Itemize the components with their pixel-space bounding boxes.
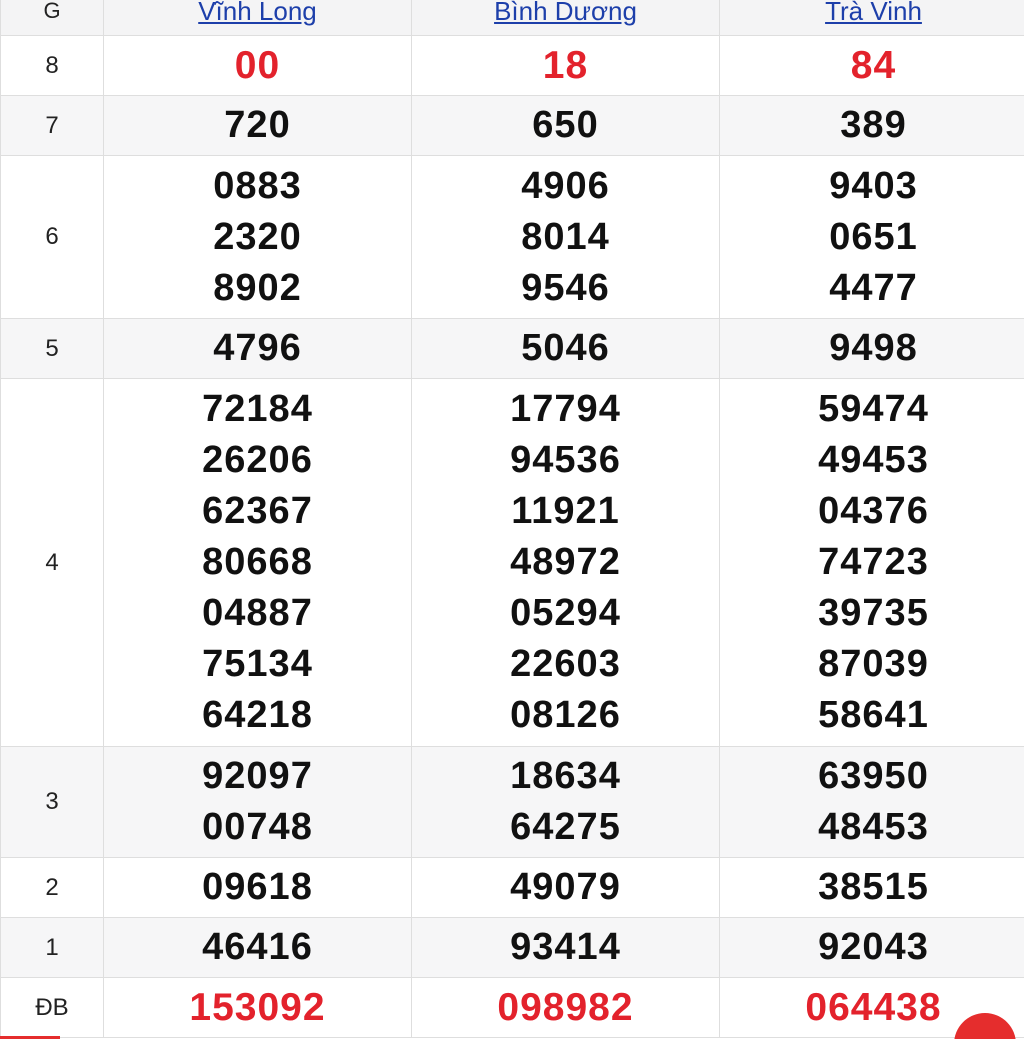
table-row xyxy=(1,96,1024,156)
result-number: 05294 xyxy=(510,592,621,634)
result-number: 650 xyxy=(532,104,599,146)
result-number: 87039 xyxy=(818,643,929,685)
result-number: 0883 xyxy=(213,164,302,207)
result-cell xyxy=(104,319,412,379)
result-number: 09618 xyxy=(202,866,313,908)
result-number: 63950 xyxy=(818,755,929,797)
result-cell xyxy=(104,918,412,978)
result-number: 08126 xyxy=(510,694,621,736)
result-number: 8014 xyxy=(521,215,610,258)
result-number: 94536 xyxy=(510,439,621,481)
result-cell xyxy=(412,918,720,978)
result-number: 4906 xyxy=(521,164,610,207)
result-number: 64275 xyxy=(510,806,621,848)
result-number: 38515 xyxy=(818,866,929,908)
result-cell xyxy=(720,918,1024,978)
table-row xyxy=(1,156,1024,319)
result-number: 80668 xyxy=(202,541,313,583)
result-number: 18 xyxy=(542,44,589,87)
result-number: 22603 xyxy=(510,643,621,685)
result-number: 18634 xyxy=(510,755,621,797)
result-number: 74723 xyxy=(818,541,929,583)
result-cell xyxy=(104,96,412,156)
result-cell xyxy=(412,319,720,379)
prize-label: 7 xyxy=(1,96,104,156)
result-number: 92043 xyxy=(818,926,929,968)
result-cell xyxy=(412,747,720,858)
table-row xyxy=(1,379,1024,747)
result-cell xyxy=(720,747,1024,858)
table-row xyxy=(1,36,1024,96)
result-number: 389 xyxy=(840,104,907,146)
result-cell xyxy=(720,96,1024,156)
result-number: 48453 xyxy=(818,806,929,848)
result-number: 48972 xyxy=(510,541,621,583)
result-number: 04376 xyxy=(818,490,929,532)
result-number: 0651 xyxy=(829,215,918,258)
prize-label: ĐB xyxy=(1,978,104,1038)
result-number: 4796 xyxy=(213,327,302,369)
result-number: 49079 xyxy=(510,866,621,908)
result-number: 00748 xyxy=(202,806,313,848)
result-cell xyxy=(720,156,1024,319)
prize-label: 6 xyxy=(1,156,104,319)
result-cell xyxy=(720,319,1024,379)
prize-label: 8 xyxy=(1,36,104,96)
result-number: 11921 xyxy=(511,490,620,532)
table-row xyxy=(1,319,1024,379)
result-number: 5046 xyxy=(521,327,610,369)
province-link-binh-duong[interactable]: Bình Dương xyxy=(494,0,637,26)
prize-column-header: G xyxy=(1,0,104,36)
result-number: 26206 xyxy=(202,439,313,481)
prize-label: 5 xyxy=(1,319,104,379)
table-row xyxy=(1,918,1024,978)
result-number: 4477 xyxy=(829,266,918,309)
result-number: 49453 xyxy=(818,439,929,481)
result-number: 72184 xyxy=(202,388,313,430)
result-cell xyxy=(104,36,412,96)
table-row xyxy=(1,858,1024,918)
result-cell xyxy=(412,858,720,918)
prize-label: 3 xyxy=(1,747,104,858)
result-number: 9546 xyxy=(521,266,610,309)
result-number: 2320 xyxy=(213,215,302,258)
province-link-vinh-long[interactable]: Vĩnh Long xyxy=(198,0,317,26)
result-number: 00 xyxy=(234,44,281,87)
result-cell xyxy=(412,379,720,747)
prize-label: 4 xyxy=(1,379,104,747)
prize-label: 1 xyxy=(1,918,104,978)
result-number: 17794 xyxy=(510,388,621,430)
result-number: 064438 xyxy=(805,986,942,1029)
result-number: 04887 xyxy=(202,592,313,634)
result-number: 62367 xyxy=(202,490,313,532)
result-number: 46416 xyxy=(202,926,313,968)
result-cell xyxy=(104,858,412,918)
result-number: 93414 xyxy=(510,926,621,968)
province-link-tra-vinh[interactable]: Trà Vinh xyxy=(825,0,922,26)
results-body xyxy=(1,36,1024,1038)
result-cell xyxy=(104,156,412,319)
table-row xyxy=(1,747,1024,858)
result-cell xyxy=(104,379,412,747)
result-cell xyxy=(412,156,720,319)
result-cell xyxy=(720,379,1024,747)
result-cell xyxy=(104,978,412,1038)
result-cell xyxy=(412,36,720,96)
result-number: 153092 xyxy=(189,986,326,1029)
header-row xyxy=(1,0,1024,36)
result-cell xyxy=(720,36,1024,96)
result-number: 58641 xyxy=(818,694,929,736)
result-number: 098982 xyxy=(497,986,634,1029)
result-number: 9498 xyxy=(829,327,918,369)
result-number: 92097 xyxy=(202,755,313,797)
prize-label: 2 xyxy=(1,858,104,918)
result-number: 9403 xyxy=(829,164,918,207)
result-number: 720 xyxy=(224,104,291,146)
result-cell xyxy=(412,96,720,156)
result-cell xyxy=(720,858,1024,918)
result-number: 84 xyxy=(850,44,897,87)
result-number: 75134 xyxy=(202,643,313,685)
result-number: 8902 xyxy=(213,266,302,309)
table-row xyxy=(1,978,1024,1038)
result-cell xyxy=(104,747,412,858)
result-cell xyxy=(412,978,720,1038)
result-number: 39735 xyxy=(818,592,929,634)
result-number: 64218 xyxy=(202,694,313,736)
result-number: 59474 xyxy=(818,388,929,430)
